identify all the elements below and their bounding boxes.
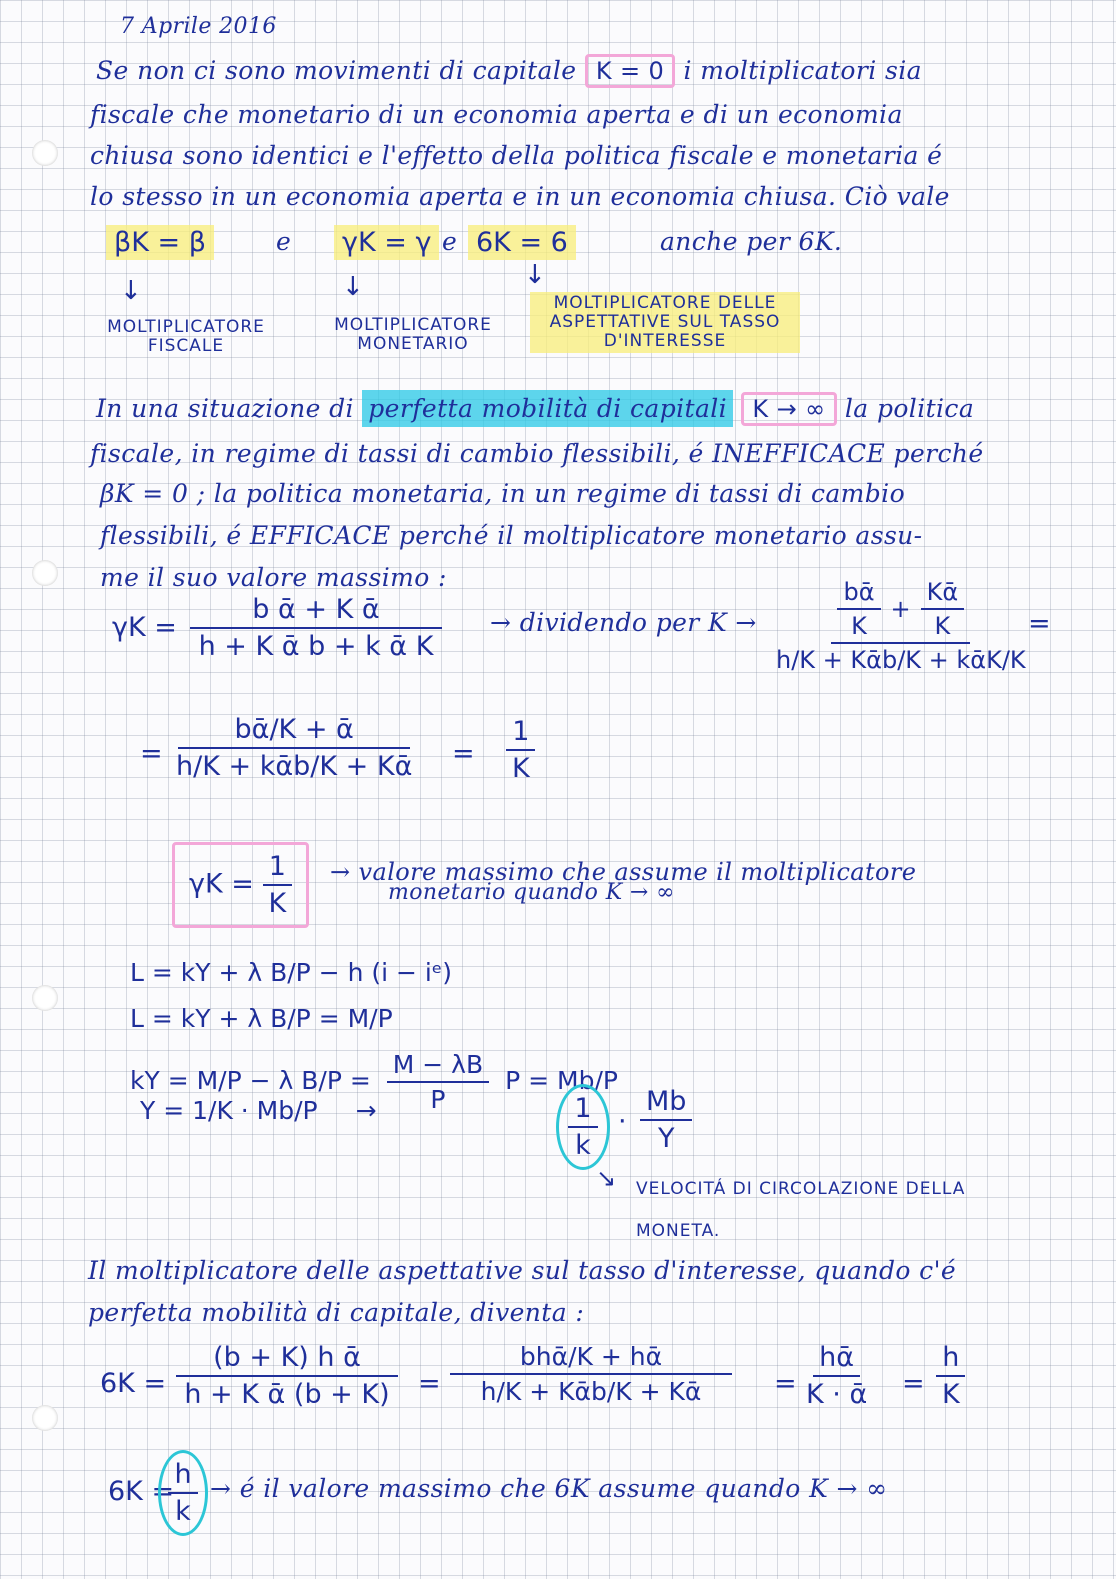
k-infinity-box: K → ∞ [741, 392, 836, 426]
fraction-denominator: K [942, 1379, 960, 1410]
fraction-numerator: 1 [263, 851, 292, 886]
binder-hole [32, 140, 58, 166]
p1-text: Se non ci sono movimenti di capitale [96, 56, 577, 85]
sigma-fraction-1 [176, 1342, 398, 1410]
gamma-equality: γK = γ [334, 225, 439, 260]
fraction-denominator: h/K + Kᾱb/K + kᾱK/K [776, 646, 1026, 674]
fraction-denominator: h/K + kᾱb/K + Kᾱ [176, 751, 413, 782]
label-monetary-multiplier: MOLTIPLICATORE MONETARIO [334, 315, 492, 354]
circled-one-over-k [556, 1084, 610, 1170]
velocity-label-2: MONETA. [636, 1221, 721, 1241]
p2-line5: me il suo valore massimo : [100, 563, 447, 592]
dot-operator: · [618, 1106, 627, 1137]
max-value-note-2: monetario quando K → ∞ [388, 880, 675, 905]
fraction-denominator: K · ᾱ [806, 1379, 868, 1410]
fraction-numerator: Kᾱ [921, 578, 965, 610]
fraction-numerator: h [168, 1459, 197, 1494]
equals-sign: = [452, 738, 475, 769]
label-fiscal-multiplier: MOLTIPLICATORE FISCALE [107, 317, 265, 356]
beta-equality: βK = β [106, 225, 214, 260]
fraction-denominator: K [851, 612, 867, 640]
down-arrow-icon: ↓ [120, 276, 142, 306]
fraction-numerator: h [936, 1342, 965, 1377]
sigma-fraction-2 [450, 1342, 732, 1406]
p3-line2: perfetta mobilità di capitale, diventa : [88, 1298, 585, 1327]
circled-h-over-k [158, 1450, 208, 1536]
p1-text: i moltiplicatori sia [683, 56, 922, 85]
equals-sign: = [902, 1368, 925, 1399]
money-eq-3-lhs: kY = M/P − λ B/P = [130, 1066, 371, 1095]
gamma-simplified-fraction [170, 714, 418, 782]
fraction-denominator: P [430, 1085, 446, 1114]
fraction-numerator: 1 [506, 716, 535, 751]
fraction-denominator: h + K ᾱ b + k ᾱ K [198, 631, 434, 662]
anche-text: anche per 6K. [660, 227, 843, 256]
fraction-denominator: h/K + Kᾱb/K + Kᾱ [480, 1377, 702, 1406]
fraction-denominator: Y [657, 1123, 675, 1154]
money-eq-1: L = kY + λ B/P − h (i − iᵉ) [130, 958, 453, 987]
date: 7 Aprile 2016 [120, 14, 277, 39]
binder-hole [32, 560, 58, 586]
boxed-gamma-result [172, 842, 309, 928]
fraction-numerator: bhᾱ/K + hᾱ [450, 1342, 732, 1375]
p2-line4: flessibili, é EFFICACE perché il moltiplicatore monetario assu- [100, 521, 923, 550]
gamma-divided-fraction [770, 578, 1032, 674]
fraction-numerator: bᾱ/K + ᾱ [178, 714, 410, 749]
sigma-fraction-3 [800, 1342, 873, 1410]
gamma-lhs: γK = [112, 612, 177, 643]
equals-sign: = [418, 1368, 441, 1399]
k-zero-box: K = 0 [585, 54, 675, 88]
velocity-label: VELOCITÁ DI CIRCOLAZIONE DELLA [636, 1179, 966, 1199]
perfect-mobility-highlight: perfetta mobilità di capitali [362, 390, 733, 427]
right-arrow-icon: → [355, 1096, 377, 1125]
money-eq-4-lhs: Y = 1/K · Mb/P [140, 1096, 318, 1125]
equals-sign: = [1028, 608, 1051, 639]
gamma-fraction [190, 594, 442, 662]
p1-line1 [96, 56, 922, 85]
p1-line2: fiscale che monetario di un economia aperta e di un economia [90, 100, 903, 129]
one-over-k [506, 716, 536, 784]
fraction-numerator: bᾱ [837, 578, 880, 610]
equals-sign: = [140, 738, 163, 769]
dividing-note: → dividendo per K → [490, 608, 757, 637]
mb-over-y [640, 1086, 692, 1154]
down-arrow-icon: ↓ [524, 260, 546, 290]
conjunction: e [442, 227, 458, 256]
conjunction: e [276, 227, 292, 256]
p2-line2: fiscale, in regime di tassi di cambio flessibili, é INEFFICACE perché [90, 439, 984, 468]
fraction-denominator: K [512, 753, 530, 784]
down-arrow-icon: ↓ [342, 272, 364, 302]
sigma-final-lhs: 6K = [108, 1476, 175, 1507]
p2-line3: βK = 0 ; la politica monetaria, in un regime di tassi di cambio [100, 479, 906, 508]
p2-text: la politica [844, 394, 975, 423]
plus-sign: + [890, 595, 911, 623]
max-value-note: → valore massimo che assume il moltiplicatore [330, 858, 917, 886]
fraction-numerator: 1 [568, 1093, 597, 1128]
down-right-arrow-icon: ↘ [596, 1164, 617, 1192]
fraction-numerator: b ᾱ + K ᾱ [190, 594, 442, 629]
money-eq-3-rhs: Mb/P [557, 1066, 618, 1095]
fraction-denominator: k [175, 1496, 191, 1527]
p2-line1 [96, 394, 974, 423]
final-note: → é il valore massimo che 6K assume quando K → ∞ [210, 1474, 888, 1503]
sigma-lhs: 6K = [100, 1368, 167, 1399]
binder-hole [32, 985, 58, 1011]
fraction-numerator: hᾱ [813, 1342, 860, 1377]
fraction-numerator: Mb [640, 1086, 692, 1121]
label-expectations-multiplier: MOLTIPLICATORE DELLE ASPETTATIVE SUL TASSO D'INTERESSE [530, 292, 800, 353]
p2-text: In una situazione di [96, 394, 354, 423]
money-eq-2: L = kY + λ B/P = M/P [130, 1004, 393, 1033]
fraction-numerator: M − λB [387, 1050, 489, 1083]
fraction-denominator: h + K ᾱ (b + K) [184, 1379, 390, 1410]
sigma-equality: 6K = 6 [468, 225, 576, 260]
p1-line3: chiusa sono identici e l'effetto della politica fiscale e monetaria é [90, 141, 943, 170]
fraction-denominator: k [575, 1130, 591, 1161]
fraction-numerator: (b + K) h ᾱ [176, 1342, 398, 1377]
money-eq-3-p: P = [505, 1066, 550, 1095]
gamma-lhs: γK = [189, 868, 254, 900]
binder-hole [32, 1405, 58, 1431]
equals-sign: = [774, 1368, 797, 1399]
sigma-fraction-4 [936, 1342, 966, 1410]
p1-line4: lo stesso in un economia aperta e in un economia chiusa. Ciò vale [90, 182, 950, 211]
fraction-denominator: K [934, 612, 951, 640]
p3-line1: Il moltiplicatore delle aspettative sul tasso d'interesse, quando c'é [88, 1256, 957, 1285]
fraction-denominator: K [268, 888, 287, 919]
money-eq-4 [140, 1096, 377, 1125]
